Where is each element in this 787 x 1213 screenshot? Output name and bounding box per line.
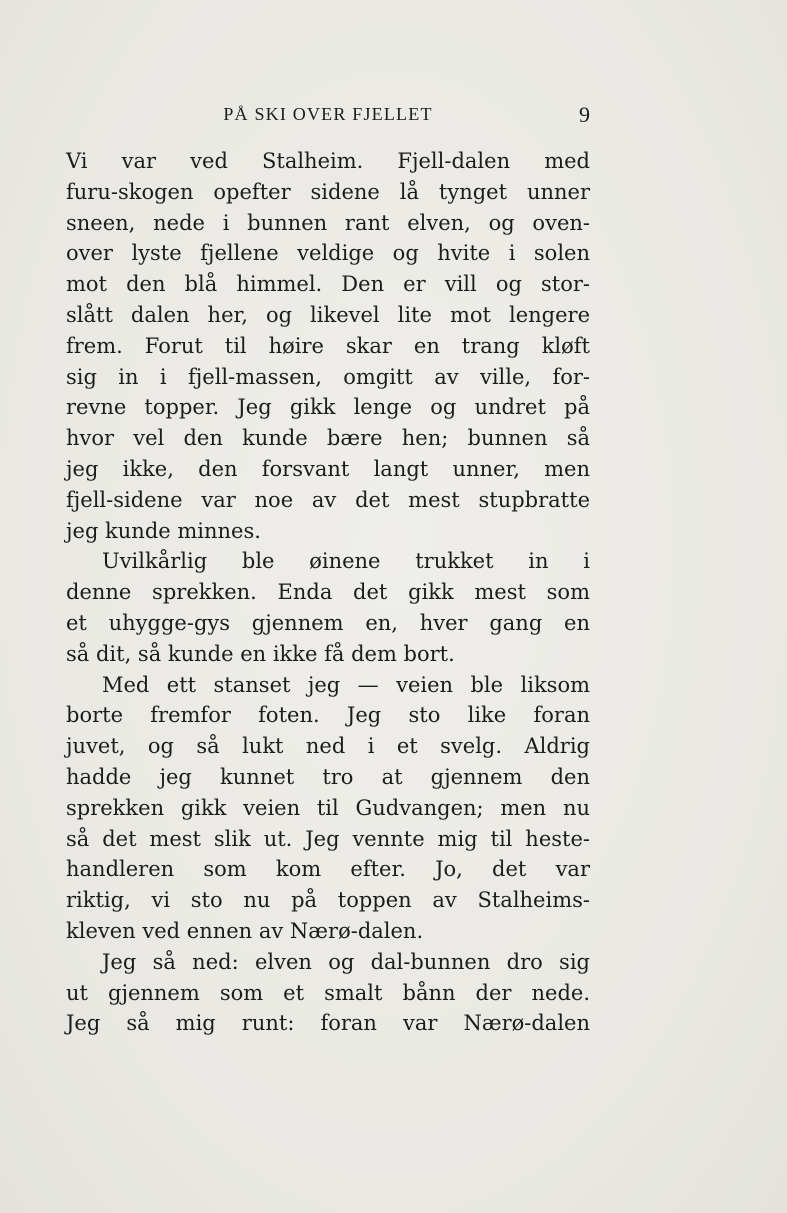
text-line: denne sprekken. Enda det gikk mest som (66, 580, 590, 605)
text-line: jeg kunde minnes. (66, 518, 261, 543)
text-line: kleven ved ennen av Nærø-dalen. (66, 918, 424, 943)
text-line: jeg ikke, den forsvant langt unner, men (66, 456, 590, 481)
text-line: så dit, så kunde en ikke få dem bort. (66, 641, 455, 666)
text-line: handleren som kom efter. Jo, det var (66, 857, 590, 882)
text-line: Jeg så mig runt: foran var Nærø-dalen (66, 1011, 590, 1036)
text-line: revne topper. Jeg gikk lenge og undret på (66, 395, 590, 420)
text-line: fjell-sidene var noe av det mest stupbratte (66, 487, 590, 512)
text-line: Med ett stanset jeg — veien ble liksom (102, 672, 590, 697)
text-line: hvor vel den kunde bære hen; bunnen så (66, 426, 590, 451)
text-line: sprekken gikk veien til Gudvangen; men nu (66, 795, 590, 820)
text-line: Uvilkårlig ble øinene trukket in i (102, 549, 590, 574)
text-line: frem. Forut til høire skar en trang kløft (66, 333, 590, 358)
text-line: hadde jeg kunnet tro at gjennem den (66, 764, 590, 789)
text-line: borte fremfor foten. Jeg sto like foran (66, 703, 590, 728)
text-line: sig in i fjell-massen, omgitt av ville, for- (66, 364, 590, 389)
text-line: Jeg så ned: elven og dal-bunnen dro sig (102, 949, 590, 974)
text-line: Vi var ved Stalheim. Fjell-dalen med (66, 149, 590, 173)
chapter-title: PÅ SKI OVER FJELLET (223, 104, 433, 124)
text-line: et uhygge-gys gjennem en, hver gang en (66, 610, 590, 635)
text-line: sneen, nede i bunnen rant elven, og oven- (66, 210, 590, 235)
text-line: slått dalen her, og likevel lite mot lengere (66, 302, 590, 327)
text-line: riktig, vi sto nu på toppen av Stalheims- (66, 888, 590, 913)
text-line: juvet, og så lukt ned i et svelg. Aldrig (66, 734, 590, 759)
text-line: over lyste fjellene veldige og hvite i solen (66, 241, 590, 266)
text-line: ut gjennem som et smalt bånn der nede. (66, 980, 590, 1005)
text-line: furu-skogen opefter sidene lå tynget unner (66, 179, 590, 204)
text-line: mot den blå himmel. Den er vill og stor- (66, 272, 590, 297)
running-head (66, 104, 590, 128)
text-line: så det mest slik ut. Jeg vennte mig til heste- (66, 826, 590, 851)
page-number: 9 (579, 102, 590, 127)
body-text (66, 146, 590, 1039)
